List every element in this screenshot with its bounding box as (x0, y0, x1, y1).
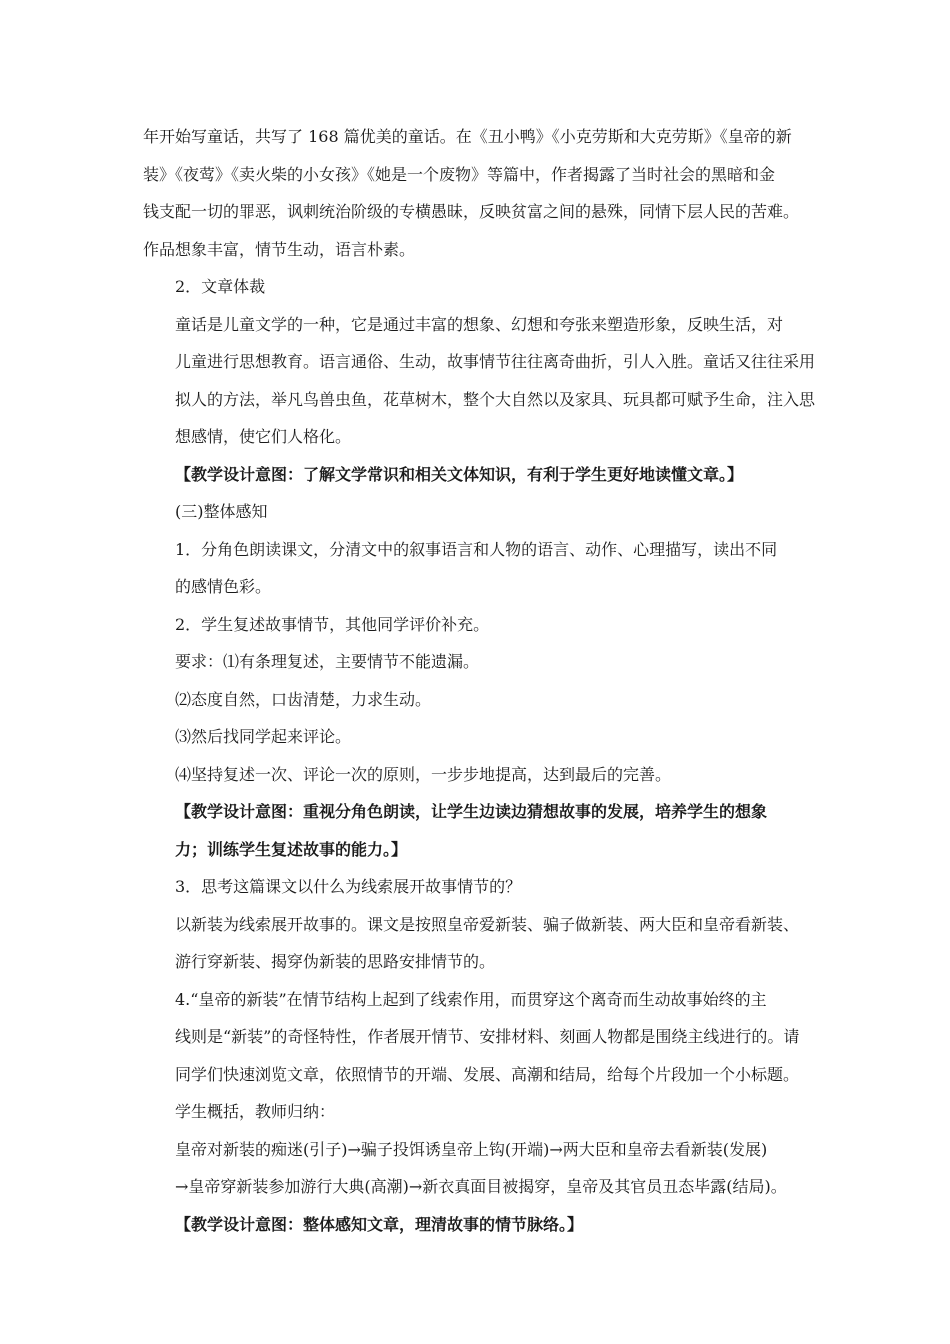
text-line: 要求：⑴有条理复述，主要情节不能遗漏。 (175, 652, 480, 671)
text-line: 作品想象丰富，情节生动，语言朴素。 (143, 239, 416, 259)
paragraph (143, 531, 815, 606)
design-intent-note (143, 456, 815, 494)
text-line: 想感情，使它们人格化。 (175, 427, 352, 446)
text-line: 1．分角色朗读课文，分清文中的叙事语言和人物的语言、动作、心理描写，读出不同 (175, 539, 778, 559)
text-line: 的感情色彩。 (175, 577, 272, 596)
text-line: 2．学生复述故事情节，其他同学评价补充。 (175, 614, 490, 634)
text-line: 皇帝对新装的痴迷(引子)→骗子投饵诱皇帝上钩(开端)→两大臣和皇帝去看新装(发展) (175, 1139, 768, 1159)
text-line: 【教学设计意图：整体感知文章，理清故事的情节脉络。】 (175, 1214, 584, 1234)
paragraph (143, 1131, 815, 1206)
paragraph (143, 756, 815, 794)
document-body (143, 118, 815, 1243)
text-line: 3．思考这篇课文以什么为线索展开故事情节的？ (175, 877, 522, 896)
text-line: ⑶然后找同学起来评论。 (175, 727, 352, 746)
text-line: 装》《夜莺》《卖火柴的小女孩》《她是一个废物》等篇中，作者揭露了当时社会的黑暗和金 (143, 164, 776, 184)
paragraph (143, 306, 815, 456)
paragraph (143, 606, 815, 644)
paragraph (143, 268, 815, 306)
text-line: (三)整体感知 (175, 502, 268, 521)
text-line: 同学们快速浏览文章，依照情节的开端、发展、高潮和结局，给每个片段加一个小标题。 (175, 1064, 800, 1084)
paragraph (143, 643, 815, 681)
paragraph (143, 906, 815, 981)
text-line: 线则是“新装”的奇怪特性，作者展开情节、安排材料、刻画人物都是围绕主线进行的。请 (175, 1027, 800, 1046)
design-intent-note (143, 1206, 815, 1244)
text-line: 游行穿新装、揭穿伪新装的思路安排情节的。 (175, 952, 496, 971)
paragraph (143, 681, 815, 719)
paragraph (143, 868, 815, 906)
text-line: 【教学设计意图：了解文学常识和相关文体知识，有利于学生更好地读懂文章。】 (175, 464, 744, 484)
text-line: 钱支配一切的罪恶，讽刺统治阶级的专横愚昧，反映贫富之间的悬殊，同情下层人民的苦难。 (143, 202, 800, 221)
paragraph (143, 493, 815, 531)
text-line: 力；训练学生复述故事的能力。】 (175, 839, 408, 859)
text-line: 【教学设计意图：重视分角色朗读，让学生边读边猜想故事的发展，培养学生的想象 (175, 802, 768, 821)
text-line: 童话是儿童文学的一种，它是通过丰富的想象、幻想和夸张来塑造形象，反映生活，对 (175, 314, 784, 334)
text-line: 以新装为线索展开故事的。课文是按照皇帝爱新装、骗子做新装、两大臣和皇帝看新装、 (175, 914, 800, 934)
text-line: ⑵态度自然，口齿清楚，力求生动。 (175, 689, 432, 709)
paragraph (143, 718, 815, 756)
paragraph (143, 118, 815, 268)
text-line: 2．文章体裁 (175, 277, 266, 296)
text-line: ⑷坚持复述一次、评论一次的原则，一步步地提高，达到最后的完善。 (175, 764, 672, 784)
text-line: →皇帝穿新装参加游行大典(高潮)→新衣真面目被揭穿，皇帝及其官员丑态毕露(结局)。 (175, 1177, 787, 1196)
design-intent-note (143, 793, 815, 868)
paragraph (143, 981, 815, 1094)
text-line: 儿童进行思想教育。语言通俗、生动，故事情节往往离奇曲折，引人入胜。童话又往往采用 (175, 352, 816, 371)
paragraph (143, 1093, 815, 1131)
text-line: 拟人的方法，举凡鸟兽虫鱼，花草树木，整个大自然以及家具、玩具都可赋予生命，注入思 (175, 389, 816, 409)
text-line: 年开始写童话，共写了 168 篇优美的童话。在《丑小鸭》《小克劳斯和大克劳斯》《皇帝的新 (143, 127, 792, 146)
text-line: 4.“皇帝的新装”在情节结构上起到了线索作用，而贯穿这个离奇而生动故事始终的主 (175, 989, 767, 1009)
text-line: 学生概括，教师归纳： (175, 1102, 336, 1121)
